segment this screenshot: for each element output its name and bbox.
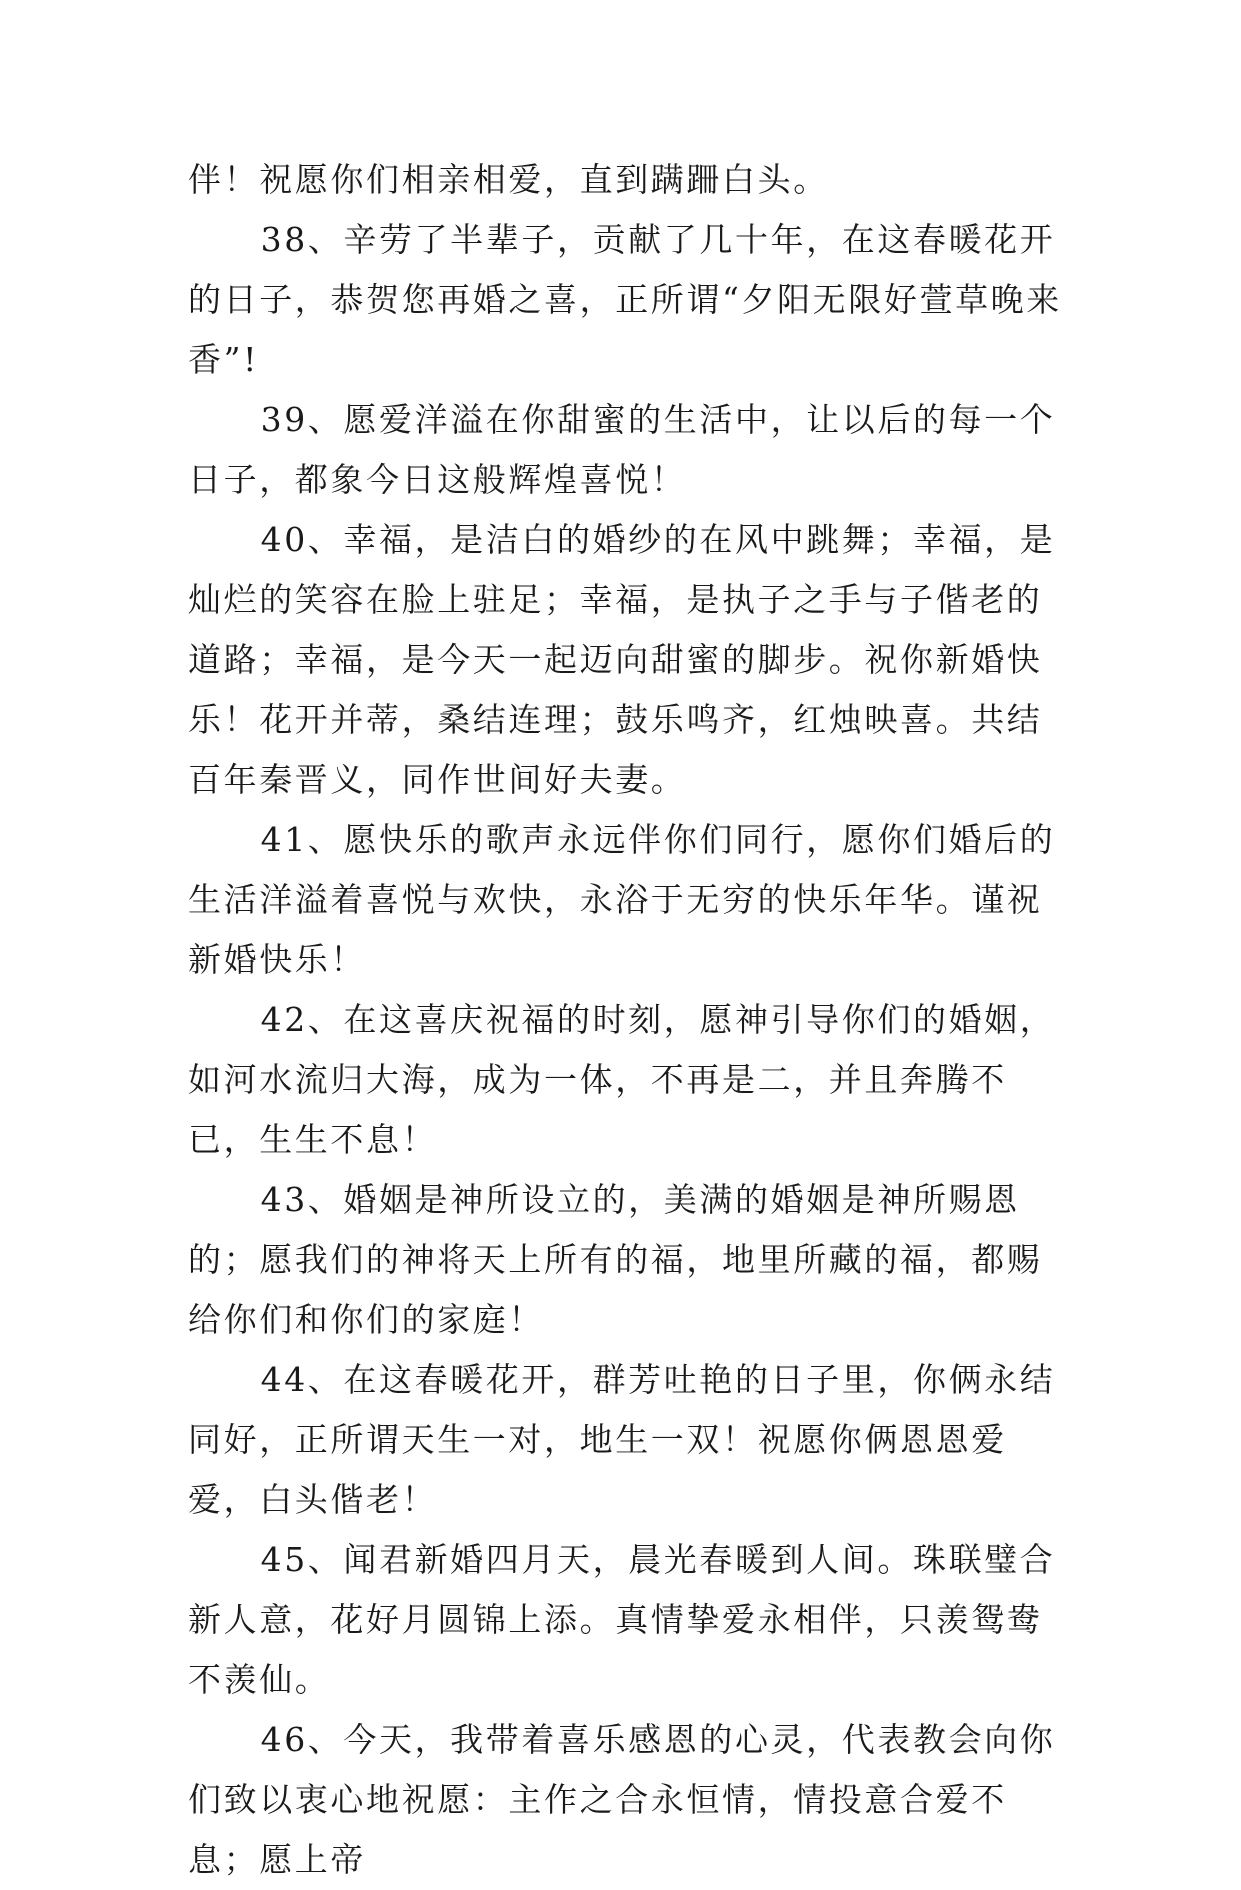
paragraph-44: 44、在这春暖花开，群芳吐艳的日子里，你俩永结同好，正所谓天生一对，地生一双！祝愿你俩恩恩爱爱，白头偕老！ bbox=[188, 1360, 1056, 1519]
paragraph-45: 45、闻君新婚四月天，晨光春暖到人间。珠联璧合新人意，花好月圆锦上添。真情挚爱永相伴，只羡鸳鸯不羡仙。 bbox=[188, 1540, 1056, 1699]
paragraph-46: 46、今天，我带着喜乐感恩的心灵，代表教会向你们致以衷心地祝愿：主作之合永恒情，情投意合爱不息；愿上帝 bbox=[188, 1720, 1056, 1879]
paragraph-continued: 伴！祝愿你们相亲相爱，直到蹒跚白头。 bbox=[188, 160, 829, 199]
paragraph-42: 42、在这喜庆祝福的时刻，愿神引导你们的婚姻，如河水流归大海，成为一体，不再是二，并且奔腾不已，生生不息！ bbox=[188, 1000, 1056, 1159]
paragraph-40: 40、幸福，是洁白的婚纱的在风中跳舞；幸福，是灿烂的笑容在脸上驻足；幸福，是执子之手与子偕老的道路；幸福，是今天一起迈向甜蜜的脚步。祝你新婚快乐！花开并蒂，桑结连理；鼓乐鸣齐，红烛映喜。共结百年秦晋义，同作世间好夫妻。 bbox=[188, 520, 1056, 799]
paragraph-43: 43、婚姻是神所设立的，美满的婚姻是神所赐恩的；愿我们的神将天上所有的福，地里所藏的福，都赐给你们和你们的家庭！ bbox=[188, 1180, 1043, 1339]
document-body bbox=[188, 150, 1068, 1890]
paragraph-41: 41、愿快乐的歌声永远伴你们同行，愿你们婚后的生活洋溢着喜悦与欢快，永浴于无穷的快乐年华。谨祝新婚快乐！ bbox=[188, 820, 1056, 979]
paragraph-39: 39、愿爱洋溢在你甜蜜的生活中，让以后的每一个日子，都象今日这般辉煌喜悦！ bbox=[188, 400, 1056, 499]
paragraph-38: 38、辛劳了半辈子，贡献了几十年，在这春暖花开的日子，恭贺您再婚之喜，正所谓“夕阳无限好萱草晚来香”! bbox=[188, 220, 1062, 379]
